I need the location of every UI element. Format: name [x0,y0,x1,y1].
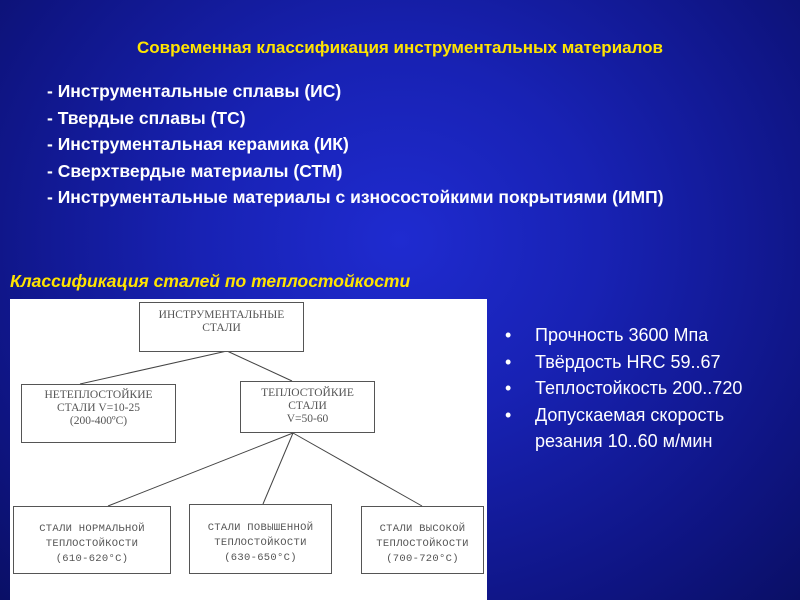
classification-diagram [10,299,487,600]
connector-line [227,351,292,381]
list-item: - Инструментальные сплавы (ИС) [47,81,342,101]
connector-line [263,433,293,504]
list-item: • Теплостойкость 200..720 [505,375,795,402]
connector-line [293,433,422,506]
raised-heat-resistance-node: СТАЛИ ПОВЫШЕННОЙ ТЕПЛОСТОЙКОСТИ (630-650°С) [189,504,332,574]
list-item: - Инструментальные материалы с износостойкими покрытиями (ИМП) [47,187,664,207]
list-item: - Инструментальная керамика (ИК) [47,134,349,154]
normal-heat-resistance-node: СТАЛИ НОРМАЛЬНОЙ ТЕПЛОСТОЙКОСТИ (610-620°С) [13,506,171,574]
bullet-icon: • [505,378,512,398]
bullet-icon: • [505,325,512,345]
properties-list [505,322,795,455]
list-item: • Твёрдость HRC 59..67 [505,349,795,376]
materials-list [47,78,787,211]
root-node: ИНСТРУМЕНТАЛЬНЫЕ СТАЛИ [139,302,304,352]
heat-resistant-node: ТЕПЛОСТОЙКИЕ СТАЛИ V=50-60 [240,381,375,433]
section-subtitle: Классификация сталей по теплостойкости [10,271,411,291]
non-heat-resistant-node: НЕТЕПЛОСТОЙКИЕ СТАЛИ V=10-25 (200-400ºС) [21,384,176,443]
list-item: - Твердые сплавы (ТС) [47,107,246,128]
connector-line [108,433,293,506]
list-item: • Прочность 3600 Мпа [505,322,795,349]
connector-line [80,351,227,384]
list-item: - Сверхтвердые материалы (СТМ) [47,160,343,181]
bullet-icon: • [505,404,512,425]
list-item: • Допускаемая скорость резания 10..60 м/мин [505,402,795,455]
slide-title: Современная классификация инструментальных материалов [136,38,664,57]
bullet-icon: • [505,351,512,372]
high-heat-resistance-node: СТАЛИ ВЫСОКОЙ ТЕПЛОСТОЙКОСТИ (700-720°С) [361,506,484,574]
